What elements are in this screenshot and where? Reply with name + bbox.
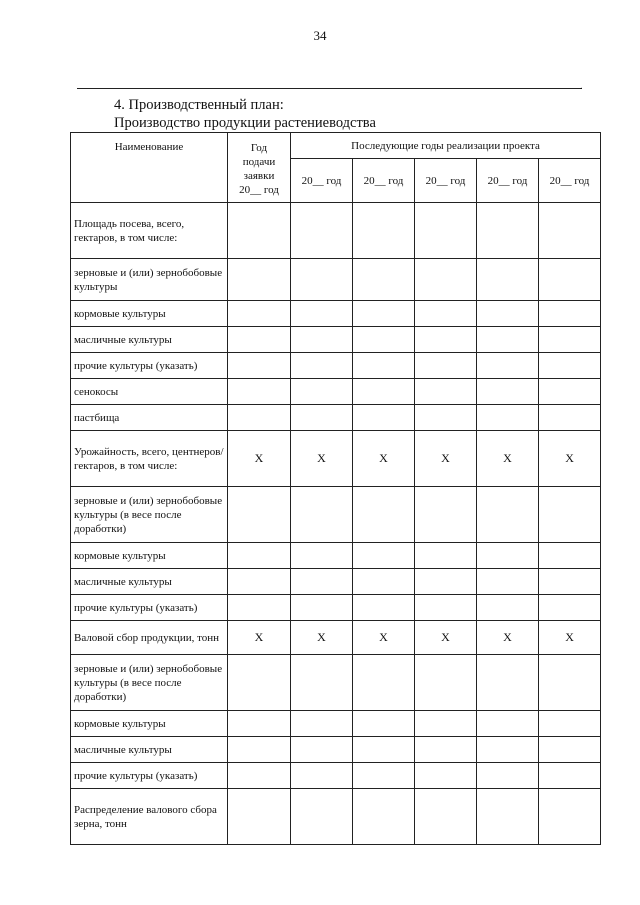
row-label: Урожайность, всего, центнеров/гектаров, в том числе: xyxy=(71,431,228,487)
row-label: масличные культуры xyxy=(71,569,228,595)
value-cell xyxy=(353,203,415,259)
table-row xyxy=(71,621,601,655)
table-row xyxy=(71,379,601,405)
header-year: 20__ год xyxy=(291,159,353,203)
value-cell xyxy=(539,569,601,595)
value-cell xyxy=(228,487,291,543)
value-cell xyxy=(477,789,539,845)
value-cell xyxy=(291,327,353,353)
header-application-line: подачи xyxy=(242,156,276,168)
value-cell xyxy=(353,737,415,763)
table-row xyxy=(71,655,601,711)
value-cell xyxy=(539,789,601,845)
value-cell xyxy=(415,487,477,543)
value-cell xyxy=(228,301,291,327)
value-cell xyxy=(539,543,601,569)
value-cell xyxy=(353,327,415,353)
row-label: пастбища xyxy=(71,405,228,431)
header-next-years: Последующие годы реализации проекта xyxy=(291,133,601,159)
value-cell xyxy=(353,405,415,431)
value-cell xyxy=(228,789,291,845)
value-cell xyxy=(539,655,601,711)
value-cell xyxy=(539,353,601,379)
value-cell xyxy=(539,487,601,543)
value-cell xyxy=(539,737,601,763)
value-cell xyxy=(415,711,477,737)
value-cell xyxy=(353,379,415,405)
value-cell xyxy=(291,405,353,431)
value-cell xyxy=(291,789,353,845)
value-cell xyxy=(539,379,601,405)
value-cell xyxy=(477,569,539,595)
value-cell: Х xyxy=(353,431,415,487)
value-cell xyxy=(415,379,477,405)
value-cell: Х xyxy=(415,621,477,655)
value-cell xyxy=(415,543,477,569)
value-cell xyxy=(228,711,291,737)
row-label: Распределение валового сбора зерна, тонн xyxy=(71,789,228,845)
table-row xyxy=(71,543,601,569)
row-label: кормовые культуры xyxy=(71,543,228,569)
value-cell xyxy=(353,595,415,621)
value-cell xyxy=(415,569,477,595)
value-cell xyxy=(353,789,415,845)
value-cell xyxy=(477,405,539,431)
value-cell xyxy=(477,203,539,259)
header-application-line: 20__ год xyxy=(239,184,279,196)
value-cell xyxy=(228,259,291,301)
value-cell xyxy=(291,379,353,405)
row-label: зерновые и (или) зернобобовые культуры (в весе после доработки) xyxy=(71,487,228,543)
value-cell xyxy=(477,711,539,737)
table-row xyxy=(71,711,601,737)
table-row xyxy=(71,763,601,789)
value-cell xyxy=(228,543,291,569)
table-row xyxy=(71,327,601,353)
value-cell: Х xyxy=(477,621,539,655)
value-cell xyxy=(477,737,539,763)
table-row xyxy=(71,431,601,487)
value-cell xyxy=(353,301,415,327)
row-label: кормовые культуры xyxy=(71,711,228,737)
value-cell xyxy=(539,763,601,789)
value-cell xyxy=(477,301,539,327)
value-cell xyxy=(291,487,353,543)
value-cell xyxy=(353,569,415,595)
table-title: Производство продукции растениеводства xyxy=(114,115,376,131)
value-cell xyxy=(228,405,291,431)
row-label: сенокосы xyxy=(71,379,228,405)
value-cell xyxy=(353,711,415,737)
value-cell xyxy=(477,379,539,405)
table-row xyxy=(71,737,601,763)
value-cell xyxy=(539,405,601,431)
row-label: кормовые культуры xyxy=(71,301,228,327)
value-cell xyxy=(228,569,291,595)
value-cell xyxy=(353,259,415,301)
row-label: Площадь посева, всего, гектаров, в том числе: xyxy=(71,203,228,259)
row-label: Валовой сбор продукции, тонн xyxy=(71,621,228,655)
value-cell xyxy=(228,353,291,379)
value-cell: Х xyxy=(291,431,353,487)
value-cell xyxy=(415,301,477,327)
value-cell xyxy=(228,763,291,789)
value-cell xyxy=(291,569,353,595)
value-cell xyxy=(291,711,353,737)
header-year: 20__ год xyxy=(415,159,477,203)
value-cell xyxy=(477,487,539,543)
header-application-year xyxy=(228,133,291,203)
table-row xyxy=(71,595,601,621)
value-cell xyxy=(415,203,477,259)
production-plan-table xyxy=(70,132,601,845)
value-cell xyxy=(228,655,291,711)
value-cell xyxy=(477,763,539,789)
value-cell xyxy=(291,543,353,569)
value-cell xyxy=(477,327,539,353)
value-cell xyxy=(539,327,601,353)
value-cell xyxy=(539,259,601,301)
row-label: прочие культуры (указать) xyxy=(71,763,228,789)
value-cell xyxy=(353,487,415,543)
table-row xyxy=(71,353,601,379)
value-cell xyxy=(539,711,601,737)
table-row xyxy=(71,789,601,845)
value-cell xyxy=(415,789,477,845)
section-heading: 4. Производственный план: xyxy=(114,97,284,113)
value-cell xyxy=(477,595,539,621)
value-cell xyxy=(415,405,477,431)
top-rule-mark: . xyxy=(580,80,583,92)
value-cell xyxy=(291,737,353,763)
row-label: масличные культуры xyxy=(71,327,228,353)
value-cell xyxy=(291,259,353,301)
value-cell xyxy=(539,301,601,327)
value-cell: Х xyxy=(353,621,415,655)
value-cell xyxy=(228,203,291,259)
value-cell xyxy=(415,595,477,621)
table-row xyxy=(71,203,601,259)
table-row xyxy=(71,487,601,543)
header-year: 20__ год xyxy=(353,159,415,203)
value-cell xyxy=(353,543,415,569)
value-cell xyxy=(291,203,353,259)
value-cell xyxy=(415,763,477,789)
value-cell xyxy=(477,655,539,711)
value-cell xyxy=(228,595,291,621)
row-label: прочие культуры (указать) xyxy=(71,353,228,379)
table-row xyxy=(71,301,601,327)
value-cell xyxy=(291,301,353,327)
value-cell: Х xyxy=(415,431,477,487)
value-cell xyxy=(539,203,601,259)
value-cell: Х xyxy=(291,621,353,655)
value-cell: Х xyxy=(539,431,601,487)
value-cell xyxy=(415,327,477,353)
value-cell xyxy=(539,595,601,621)
top-rule xyxy=(77,88,582,89)
row-label: прочие культуры (указать) xyxy=(71,595,228,621)
value-cell xyxy=(291,353,353,379)
value-cell xyxy=(353,763,415,789)
value-cell xyxy=(415,259,477,301)
value-cell xyxy=(477,259,539,301)
value-cell: Х xyxy=(477,431,539,487)
header-year: 20__ год xyxy=(477,159,539,203)
header-name: Наименование xyxy=(71,133,228,203)
header-year: 20__ год xyxy=(539,159,601,203)
value-cell xyxy=(353,655,415,711)
value-cell: Х xyxy=(228,621,291,655)
value-cell xyxy=(291,655,353,711)
header-application-line: Год xyxy=(250,142,268,154)
header-application-line: заявки xyxy=(243,170,275,182)
table-row xyxy=(71,259,601,301)
value-cell xyxy=(415,353,477,379)
value-cell xyxy=(415,737,477,763)
value-cell: Х xyxy=(539,621,601,655)
value-cell xyxy=(353,353,415,379)
value-cell xyxy=(415,655,477,711)
value-cell xyxy=(477,543,539,569)
value-cell xyxy=(291,763,353,789)
value-cell xyxy=(228,327,291,353)
row-label: масличные культуры xyxy=(71,737,228,763)
page-number: 34 xyxy=(313,28,327,43)
value-cell xyxy=(477,353,539,379)
row-label: зерновые и (или) зернобобовые культуры (в весе после доработки) xyxy=(71,655,228,711)
table-row xyxy=(71,405,601,431)
value-cell xyxy=(228,379,291,405)
table-row xyxy=(71,569,601,595)
value-cell: Х xyxy=(228,431,291,487)
row-label: зерновые и (или) зернобобовые культуры xyxy=(71,259,228,301)
value-cell xyxy=(291,595,353,621)
value-cell xyxy=(228,737,291,763)
